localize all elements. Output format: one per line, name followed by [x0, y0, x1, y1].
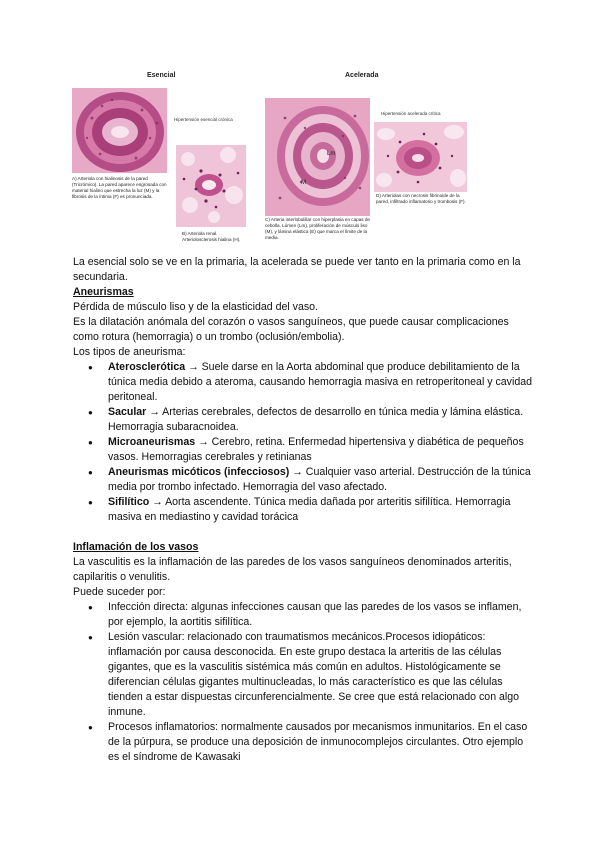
list-item: ● Lesión vascular: relacionado con traumatismos mecánicos.Procesos idiopáticos: inflamación por causa desconocida. En este grupo destaca la arteritis de las células gigantes, que es la vasculitis sistémica más común en adultos. Histológicamente se diferencian células gigantes multinucleadas, lo más característico es que las células tienden a estar dispuestas circunferencialmente. Se cree que está relacionado con algo inmune. — [73, 630, 533, 720]
inflamacion-causes-list — [73, 600, 533, 765]
aneurismas-p1: Pérdida de músculo liso y de la elasticidad del vaso. — [73, 301, 318, 313]
aneurismas-p2: Es la dilatación anómala del corazón o vasos sanguíneos, que puede causar complicaciones como rotura (hemorragia) o un trombo (oclusión/embolia). — [73, 316, 509, 343]
caption-d: D) Arteriolas con necrosis fibrinoide de la pared, infiltrado inflamatorio y trombosis (F). — [376, 193, 466, 204]
caption-a: A) Arteriola con hialinosis de la pared (Tricrómico). La pared aparece engrosada con material hialino que estrecha la luz (M) y la fibrosis de la íntima (F) es pronunciada. — [72, 176, 167, 199]
aneurismas-p3: Los tipos de aneurisma: — [73, 346, 186, 358]
histology-figure — [0, 0, 600, 255]
histology-panel-b — [176, 145, 246, 227]
histology-panel-a — [72, 88, 167, 173]
intro-paragraph: La esencial solo se ve en la primaria, la acelerada se puede ver tanto en la primaria como en la secundaria. — [73, 256, 521, 283]
inflamacion-p1: La vasculitis es la inflamación de las paredes de los vasos sanguíneos denominados arteritis, capilaritis o venulitis. — [73, 556, 512, 583]
list-item: ● Sacular → Arterias cerebrales, defectos de desarrollo en túnica media y lámina elástica. Hemorragia subaracnoidea. — [73, 405, 533, 435]
list-item: ● Aneurismas micóticos (infecciosos) → Cualquier vaso arterial. Destrucción de la túnica media por trombo infectado. Hemorragia del vaso afectado. — [73, 465, 533, 495]
list-item: ● Aterosclerótica → Suele darse en la Aorta abdominal que produce debilitamiento de la túnica media debido a ateroma, causando hemorragia masiva en retroperitoneal y cavidad peritoneal. — [73, 360, 533, 405]
list-item: ● Infección directa: algunas infecciones causan que las paredes de los vasos se inflamen, por ejemplo, la aortitis sifilítica. — [73, 600, 533, 630]
inflamacion-p2: Puede suceder por: — [73, 586, 166, 598]
caption-b: B) Arteriola renal. Arteriolosclerosis hialina (H). — [182, 231, 241, 242]
list-item: ● Microaneurismas → Cerebro, retina. Enfermedad hipertensiva y diabética de pequeños vasos. Hemorragias cerebrales y retinianas — [73, 435, 533, 465]
document-body — [73, 255, 533, 765]
label-hipertension-esencial: Hipertensión esencial crónica — [174, 117, 233, 122]
figure-title-esencial: Esencial — [147, 72, 176, 79]
caption-c: C) Arteria interlobulillar con hiperplasia en capas de cebolla. Lúmen (Lm), proliferación de músculo liso (M), y lámina elástica (E) que marca el límite de la media. — [265, 217, 370, 240]
marker-lm: Lm — [327, 151, 336, 157]
list-item: ● Sifilítico → Aorta ascendente. Túnica media dañada por arteritis sifilítica. Hemorragia masiva en mediastino y cavidad torácica — [73, 495, 533, 525]
histology-panel-d — [374, 122, 467, 192]
list-item: ● Procesos inflamatorios: normalmente causados por mecanismos inmunitarios. En el caso de la púrpura, se produce una deposición de inmunocomplejos circulantes. Otro ejemplo es el síndrome de Kawasaki — [73, 720, 533, 765]
marker-m: M — [301, 180, 306, 186]
aneurisma-types-list — [73, 360, 533, 525]
heading-inflamacion: Inflamación de los vasos — [73, 541, 199, 553]
heading-aneurismas: Aneurismas — [73, 286, 134, 298]
figure-title-acelerada: Acelerada — [345, 72, 379, 79]
histology-panel-c — [265, 98, 370, 216]
label-hipertension-acelerada: Hipertensión acelerada crítica — [381, 111, 441, 116]
